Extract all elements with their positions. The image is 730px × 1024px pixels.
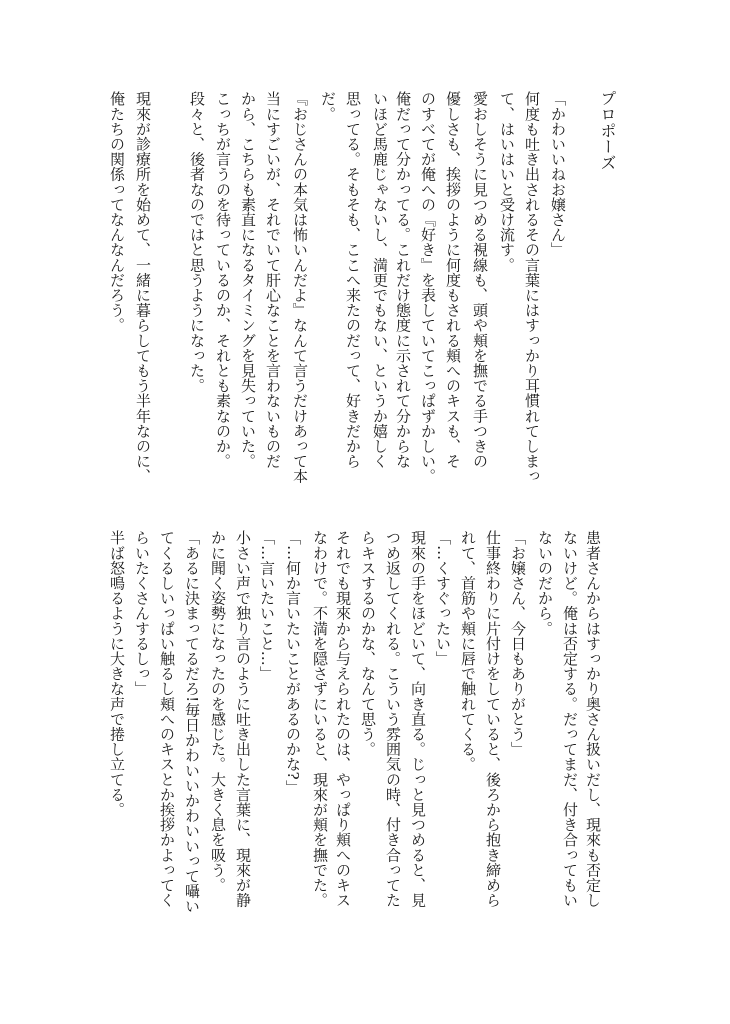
story-title: プロポーズ — [598, 90, 617, 171]
text-line-bottom: てくるしいっぱい触るし頬へのキスとか挨拶かよってく — [158, 530, 176, 908]
text-line-bottom: なわけで。不満を隠さずにいると、現來が頬を撫でた。 — [311, 530, 329, 908]
text-line-bottom: 「お嬢さん、今日もありがとう」 — [509, 530, 527, 757]
text-line-bottom: 小さい声で独り言のように吐き出した言葉に、現來が静 — [234, 530, 252, 908]
text-line-bottom: 「…くすぐったい」 — [434, 530, 452, 666]
text-line-bottom: らいたくさんするしっ」 — [133, 530, 151, 697]
text-line-top: のすべてが俺への『好き』を表していてこっぱずかしい。 — [419, 91, 437, 484]
text-line-top: から、こちらも素直になるタイミングを見失っていた。 — [239, 91, 257, 469]
text-line-bottom: 現來の手をほどいて、向き直る。じっと見つめると、見 — [409, 530, 427, 908]
text-line-bottom: ないのだから。 — [536, 530, 554, 636]
text-line-top: こっちが言うのを待っているのか、それとも素なのか。 — [214, 91, 232, 469]
text-line-bottom: それでも現來から与えられたのは、やっぱり頬へのキス — [334, 530, 352, 908]
text-line-bottom: 「…何か言いたいことがあるのかな?」 — [284, 530, 302, 795]
text-line-bottom: 「あるに決まってるだろ!毎日かわいいかわいいって囁い — [183, 530, 201, 914]
text-line-bottom: ないけど。俺は否定する。だってまだ、付き合ってもい — [561, 530, 579, 908]
text-line-top: 段々と、後者なのではと思うようになった。 — [188, 91, 206, 393]
text-line-bottom: 「…言いたいこと…」 — [258, 530, 276, 681]
text-line-bottom: 半ば怒鳴るように大きな声で捲し立てる。 — [108, 530, 126, 817]
text-line-top: 「かわいいねお嬢さん」 — [549, 91, 567, 258]
text-line-bottom: らキスするのかな、なんて思う。 — [359, 530, 377, 757]
text-line-top: だ。 — [319, 91, 337, 122]
text-line-top: 優しさも、挨拶のように何度もされる頬へのキスも、そ — [444, 91, 462, 469]
text-line-top: 『おじさんの本気は怖いんだよ』なんて言うだけあって本 — [291, 91, 309, 484]
text-line-bottom: 仕事終わりに片付けをしていると、後ろから抱き締めら — [484, 530, 502, 908]
text-line-top: 思ってる。そもそも、ここへ来たのだって、好きだから — [344, 91, 362, 469]
text-line-top: 俺たちの関係ってなんなんだろう。 — [108, 91, 126, 333]
text-line-top: 愛おしそうに見つめる視線も、頭や頬を撫でる手つきの — [471, 91, 489, 469]
text-line-top: 当にすごいが、それでいて肝心なことを言わないものだ — [264, 91, 282, 469]
text-line-bottom: れて、首筋や頬に唇で触れてくる。 — [459, 530, 477, 772]
text-line-bottom: つめ返してくれる。こういう雰囲気の時、付き合ってた — [384, 530, 402, 908]
text-line-top: て、はいはいと受け流す。 — [498, 91, 516, 273]
text-line-top: 何度も吐き出されるその言葉にはすっかり耳慣れてしまっ — [523, 91, 541, 484]
text-line-top: 俺だって分かってる。これだけ態度に示されて分からな — [394, 91, 412, 469]
text-line-top: 現來が診療所を始めて、一緒に暮らしてもう半年なのに、 — [134, 91, 152, 484]
text-line-top: いほど馬鹿じゃないし、満更でもない、というか嬉しく — [371, 91, 389, 469]
text-line-bottom: 患者さんからはすっかり奥さん扱いだし、現來も否定し — [584, 530, 602, 908]
text-line-bottom: かに聞く姿勢になったのを感じた。大きく息を吸う。 — [209, 530, 227, 893]
